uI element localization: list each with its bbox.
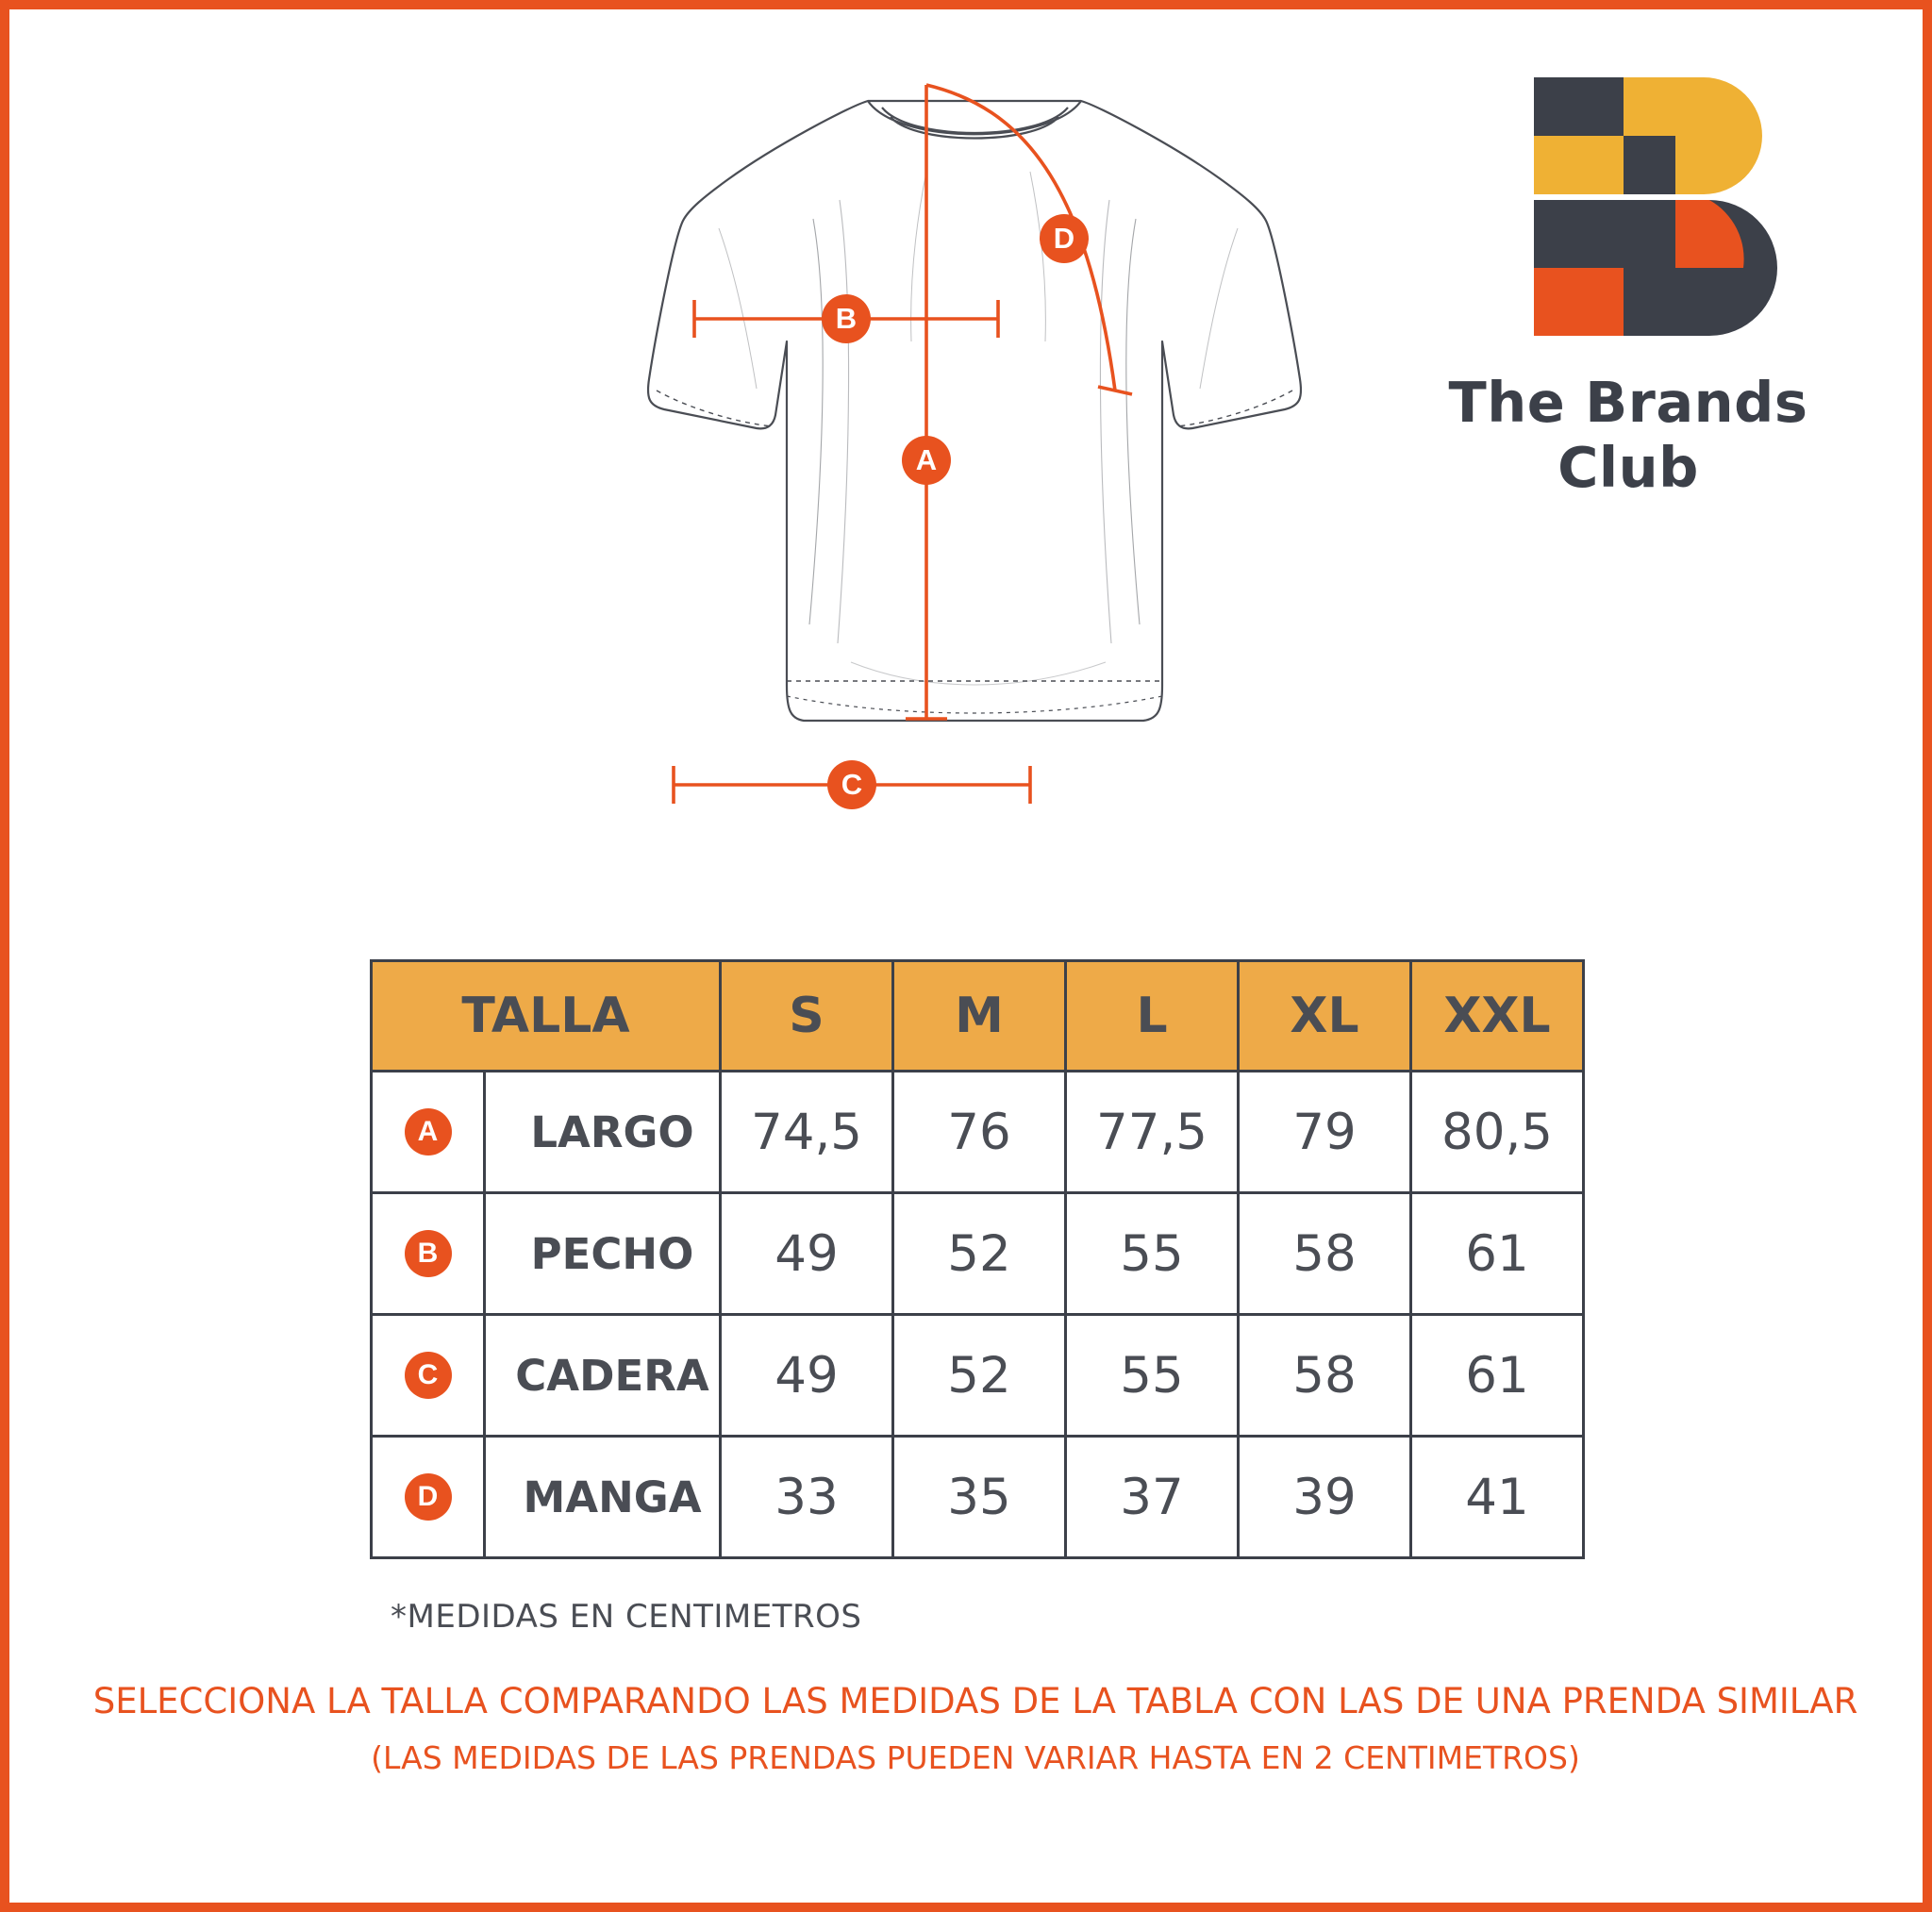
size-table-wrapper [370, 959, 1582, 1559]
marker-badge-b: B [822, 294, 871, 343]
pecho-xl: 58 [1239, 1193, 1411, 1315]
marker-badge-a: A [902, 436, 951, 485]
page-content [30, 30, 1921, 1901]
header-size-s: S [721, 961, 893, 1072]
manga-l: 37 [1066, 1437, 1239, 1558]
pecho-l: 55 [1066, 1193, 1239, 1315]
header-size-xxl: XXL [1411, 961, 1584, 1072]
largo-xxl: 80,5 [1411, 1072, 1584, 1193]
row-label-cadera: CADERA [485, 1315, 721, 1437]
table-row [372, 1437, 1584, 1558]
instruction-line-2: (LAS MEDIDAS DE LAS PRENDAS PUEDEN VARIAR HASTA EN 2 CENTIMETROS) [371, 1739, 1580, 1776]
size-table [370, 959, 1585, 1559]
row-badge-d [372, 1437, 485, 1558]
manga-m: 35 [893, 1437, 1066, 1558]
marker-badge-b-cell: B [405, 1230, 452, 1277]
row-badge-a [372, 1072, 485, 1193]
largo-xl: 79 [1239, 1072, 1411, 1193]
table-row [372, 1315, 1584, 1437]
largo-l: 77,5 [1066, 1072, 1239, 1193]
brand-name: The Brands Club [1448, 370, 1808, 500]
row-label-pecho: PECHO [485, 1193, 721, 1315]
manga-xxl: 41 [1411, 1437, 1584, 1558]
largo-m: 76 [893, 1072, 1066, 1193]
header-size-l: L [1066, 961, 1239, 1072]
header-talla: TALLA [372, 961, 721, 1072]
row-badge-b [372, 1193, 485, 1315]
header-size-m: M [893, 961, 1066, 1072]
largo-s: 74,5 [721, 1072, 893, 1193]
units-note: *MEDIDAS EN CENTIMETROS [391, 1598, 862, 1636]
header-size-xl: XL [1239, 961, 1411, 1072]
marker-badge-d-cell: D [405, 1473, 452, 1521]
cadera-l: 55 [1066, 1315, 1239, 1437]
table-row [372, 1072, 1584, 1193]
marker-badge-c: C [827, 760, 876, 809]
row-label-largo: LARGO [485, 1072, 721, 1193]
tshirt-diagram [615, 58, 1351, 936]
pecho-xxl: 61 [1411, 1193, 1584, 1315]
pecho-s: 49 [721, 1193, 893, 1315]
marker-badge-a-cell: A [405, 1108, 452, 1156]
table-header-row [372, 961, 1584, 1072]
cadera-xxl: 61 [1411, 1315, 1584, 1437]
manga-s: 33 [721, 1437, 893, 1558]
manga-xl: 39 [1239, 1437, 1411, 1558]
marker-badge-d: D [1040, 214, 1089, 263]
instruction-line-1: SELECCIONA LA TALLA COMPARANDO LAS MEDIDAS DE LA TABLA CON LAS DE UNA PRENDA SIMILAR [92, 1681, 1858, 1721]
marker-badge-c-cell: C [405, 1352, 452, 1399]
letter-b-logo-icon [1524, 68, 1789, 351]
table-row [372, 1193, 1584, 1315]
cadera-s: 49 [721, 1315, 893, 1437]
brand-logo [1374, 58, 1883, 500]
row-label-manga: MANGA [485, 1437, 721, 1558]
pecho-m: 52 [893, 1193, 1066, 1315]
row-badge-c [372, 1315, 485, 1437]
cadera-m: 52 [893, 1315, 1066, 1437]
cadera-xl: 58 [1239, 1315, 1411, 1437]
